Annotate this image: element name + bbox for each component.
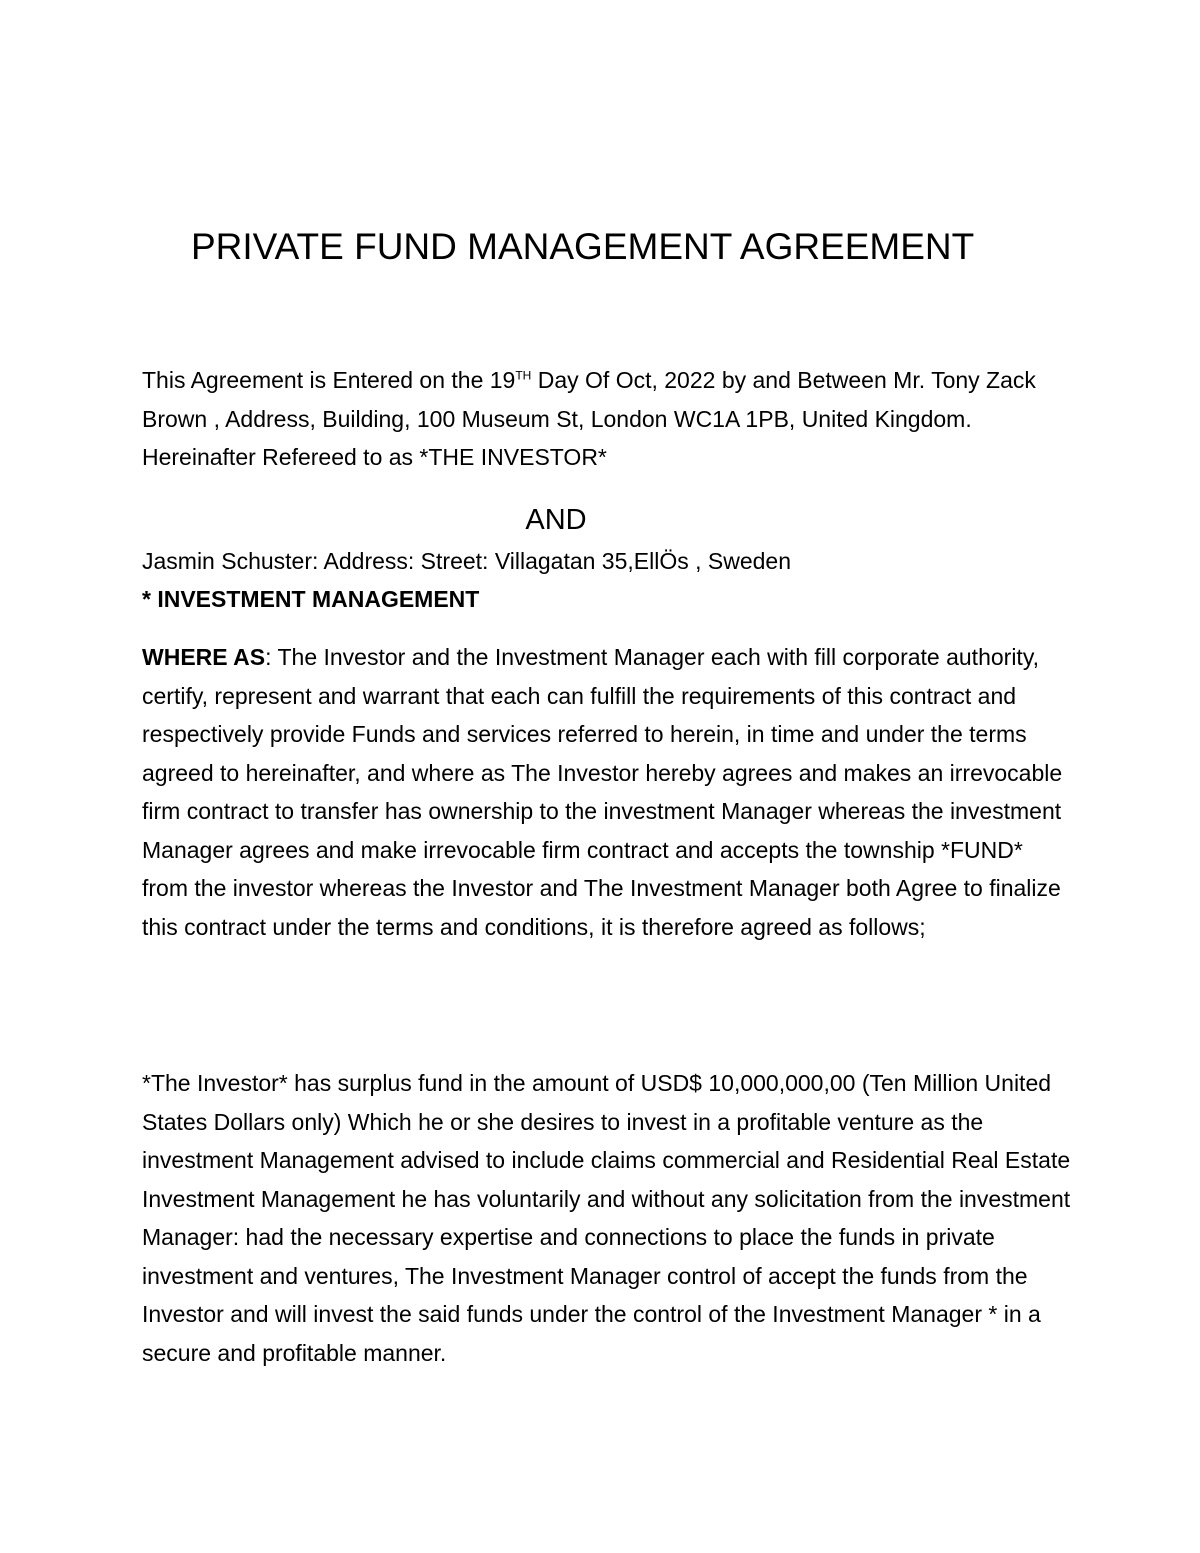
whereas-paragraph	[142, 638, 1072, 946]
whereas-text: : The Investor and the Investment Manager each with fill corporate authority, certify, represent and warrant that each can fulfill the requirements of this contract and respectively provide Funds and services referred to herein, in time and under the terms agreed to hereinafter, and where as The Investor hereby agrees and makes an irrevocable firm contract to transfer has ownership to the investment Manager whereas the investment Manager agrees and make irrevocable firm contract and accepts the township *FUND* from the investor whereas the Investor and The Investment Manager both Agree to finalize this contract under the terms and conditions, it is therefore agreed as follows;	[142, 644, 1063, 940]
whereas-label: WHERE AS	[142, 644, 266, 670]
second-party-address: Jasmin Schuster: Address: Street: Villagatan 35,EllÖs , Sweden	[142, 548, 792, 574]
surplus-fund-paragraph: *The Investor* has surplus fund in the amount of USD$ 10,000,000,00 (Ten Million United States Dollars only) Which he or she desires to invest in a profitable venture as the investment Management advised to include claims commercial and Residential Real Estate Investment Management he has voluntarily and without any solicitation from the investment Manager: had the necessary expertise and connections to place the funds in private investment and ventures, The Investment Manager control of accept the funds from the Investor and will invest the said funds under the control of the Investment Manager * in a secure and profitable manner.	[142, 1070, 1071, 1366]
second-party-label: * INVESTMENT MANAGEMENT	[142, 586, 480, 612]
intro-text-start: This Agreement is Entered on the 19	[142, 367, 516, 393]
and-separator: AND	[525, 504, 587, 536]
intro-text-rest: Day Of Oct, 2022 by and Between Mr. Tony Zack Brown , Address, Building, 100 Museum St, London WC1A 1PB, United Kingdom. Hereinafter Refereed to as *THE INVESTOR*	[142, 367, 1036, 470]
document-title: PRIVATE FUND MANAGEMENT AGREEMENT	[191, 226, 975, 267]
intro-paragraph	[142, 361, 1072, 477]
date-ordinal-suffix: TH	[515, 368, 532, 383]
